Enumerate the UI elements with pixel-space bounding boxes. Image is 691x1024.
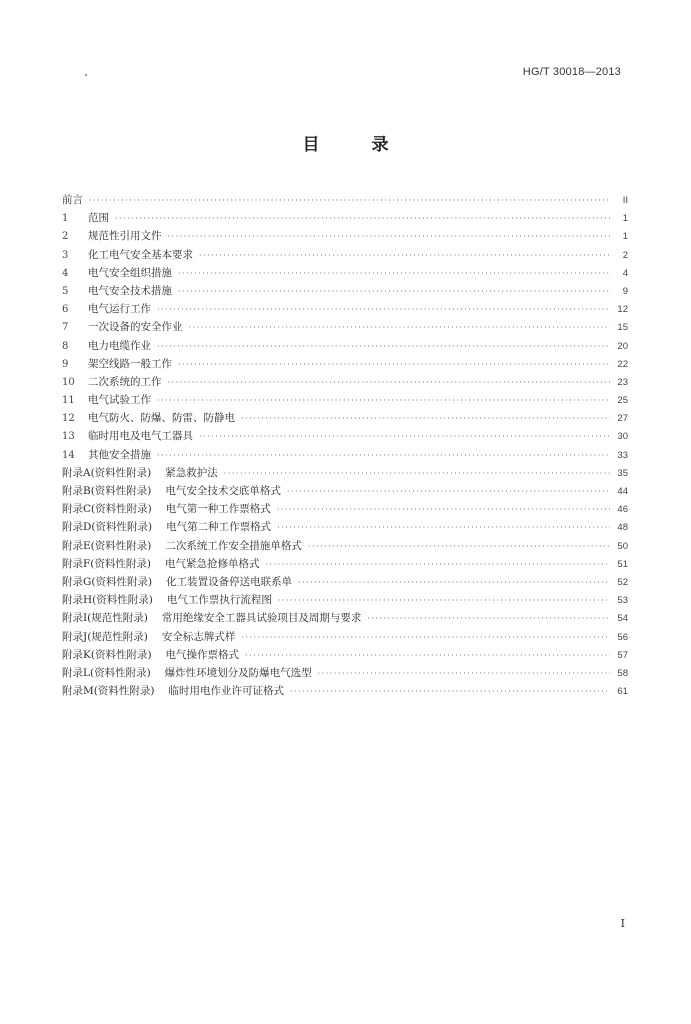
appendix-code: 附录M(资料性附录) (62, 685, 155, 698)
appendix-title: 电气第二种工作票格式 (166, 521, 272, 534)
toc-entry-page: 23 (617, 376, 628, 388)
toc-leader (287, 483, 610, 501)
toc-entry-page: 35 (617, 467, 628, 479)
toc-leader (178, 265, 610, 283)
toc-entry-number: 7 (62, 322, 69, 334)
toc-entry-label: 电气防火、防爆、防雷、防静电 (88, 412, 235, 425)
toc-entry-page: 20 (617, 340, 628, 352)
toc-entry-label: 电气安全组织措施 (88, 266, 172, 279)
toc-entry[interactable] (62, 409, 628, 427)
toc-entry-number: 5 (62, 285, 69, 297)
toc-appendix-entry[interactable] (62, 664, 628, 682)
toc-entry[interactable] (62, 446, 628, 464)
appendix-title: 紧急救护法 (165, 466, 218, 479)
toc-entry-number: 14 (62, 449, 75, 461)
appendix-title: 电气工作票执行流程图 (166, 594, 272, 607)
toc-entry-number: 6 (62, 304, 69, 316)
toc-leader (157, 301, 610, 319)
appendix-title: 化工装置设备停送电联系单 (166, 575, 293, 588)
toc-entry[interactable] (62, 355, 628, 373)
toc-leader (308, 538, 610, 556)
toc-leader (178, 356, 610, 374)
appendix-title: 爆炸性环境划分及防爆电气选型 (164, 666, 312, 679)
toc-entry[interactable] (62, 391, 628, 409)
toc-entry-label: 电气安全技术措施 (88, 284, 172, 297)
appendix-code: 附录A(资料性附录) (62, 466, 152, 479)
appendix-title: 电气安全技术交底单格式 (165, 485, 281, 497)
appendix-code: 附录B(资料性附录) (62, 485, 152, 497)
toc-appendix-entry[interactable] (62, 464, 628, 482)
toc-entry-number: 9 (62, 358, 69, 370)
toc-appendix-entry[interactable] (62, 482, 628, 500)
toc-entry-number: 12 (62, 413, 75, 425)
standard-code: HG/T 30018—2013 (522, 66, 621, 78)
toc-leader (298, 574, 610, 592)
toc-entry-number: 1 (62, 213, 69, 225)
toc-appendix-entry[interactable] (62, 591, 628, 609)
appendix-code: 附录G(资料性附录) (62, 575, 153, 588)
toc-appendix-entry[interactable] (62, 609, 628, 627)
toc-entry-foreword[interactable] (62, 191, 628, 209)
toc-appendix-entry[interactable] (62, 537, 628, 555)
toc-entry-page: 9 (622, 285, 628, 297)
toc-leader (157, 447, 610, 465)
toc-entry-page: 61 (617, 686, 628, 698)
toc-appendix-entry[interactable] (62, 555, 628, 573)
appendix-code: 附录I(规范性附录) (62, 612, 148, 625)
appendix-code: 附录C(资料性附录) (62, 503, 152, 516)
toc-entry-page: 50 (617, 540, 628, 552)
toc-entry-page: 58 (617, 667, 628, 679)
toc-entry[interactable] (62, 282, 628, 300)
toc-entry-label: 临时用电及电气工器具 (88, 430, 193, 443)
appendix-code: 附录D(资料性附录) (62, 521, 153, 534)
page-title (0, 130, 691, 155)
toc-entry-label: 电气试验工作 (88, 394, 151, 407)
toc-entry[interactable] (62, 318, 628, 336)
toc-entry-label: 其他安全措施 (88, 448, 151, 461)
appendix-title: 电气第一种工作票格式 (165, 503, 271, 516)
toc-appendix-entry[interactable] (62, 682, 628, 700)
toc-leader (199, 247, 610, 265)
toc-entry[interactable] (62, 209, 628, 227)
toc-entry[interactable] (62, 264, 628, 282)
toc-entry[interactable] (62, 337, 628, 355)
toc-entry-page: 1 (622, 213, 628, 225)
toc-appendix-entry[interactable] (62, 518, 628, 536)
appendix-code: 附录H(资料性附录) (62, 594, 153, 607)
toc-entry-number: 2 (62, 231, 69, 243)
appendix-code: 附录F(资料性附录) (62, 557, 151, 570)
toc-entry-number: 3 (62, 249, 69, 261)
toc-leader (278, 592, 610, 610)
appendix-code: 附录E(资料性附录) (62, 539, 152, 552)
toc-entry[interactable] (62, 300, 628, 318)
toc-appendix-entry[interactable] (62, 500, 628, 518)
toc-entry-label: 架空线路一般工作 (88, 357, 172, 370)
toc-entry-label: 电力电缆作业 (88, 339, 151, 352)
toc-entry-page: 54 (617, 613, 628, 625)
appendix-title: 电气紧急抢修单格式 (164, 557, 260, 570)
toc-entry-number: 13 (62, 431, 75, 443)
toc-entry-page: 46 (617, 504, 628, 516)
appendix-title: 电气操作票格式 (165, 648, 240, 661)
appendix-code: 附录J(规范性附录) (62, 630, 148, 643)
appendix-title: 安全标志牌式样 (161, 630, 236, 643)
toc-entry-page: 57 (617, 649, 628, 661)
toc-entry-label: 化工电气安全基本要求 (88, 248, 193, 261)
appendix-code: 附录K(资料性附录) (62, 648, 152, 661)
toc-entry-page: 25 (617, 395, 628, 407)
toc-entry[interactable] (62, 246, 628, 264)
appendix-title: 临时用电作业许可证格式 (168, 685, 284, 698)
toc-leader (318, 665, 610, 683)
toc-leader (241, 410, 610, 428)
toc-appendix-entry[interactable] (62, 628, 628, 646)
toc-entry-page: 48 (617, 522, 628, 534)
toc-entry-page: 1 (622, 231, 628, 243)
toc-entry-page: 4 (622, 267, 628, 279)
toc-leader (265, 556, 610, 574)
toc-entry-page: 27 (617, 413, 628, 425)
toc-leader (178, 283, 610, 301)
toc-entry-page: 52 (617, 576, 628, 588)
toc-entry[interactable] (62, 227, 628, 245)
appendix-code: 附录L(资料性附录) (62, 666, 151, 679)
toc-entry-page: 12 (617, 304, 628, 316)
toc-appendix-entry[interactable] (62, 646, 628, 664)
toc-entry-label: 二次系统的工作 (88, 375, 162, 388)
toc-entry-page: 53 (617, 595, 628, 607)
toc-entry-page: 30 (617, 431, 628, 443)
toc-entry-page: 44 (617, 486, 628, 497)
toc-leader (241, 629, 610, 647)
appendix-title: 二次系统工作安全措施单格式 (165, 539, 302, 552)
appendix-title: 常用绝缘安全工器具试验项目及周期与要求 (161, 612, 362, 625)
toc-entry-page: 2 (622, 249, 628, 261)
toc-leader (168, 374, 611, 392)
toc-leader (277, 519, 610, 537)
toc-leader (168, 228, 611, 246)
toc-leader (245, 647, 610, 665)
toc-leader (189, 319, 611, 337)
toc-entry-number: 10 (62, 376, 75, 388)
scan-speck (85, 74, 87, 76)
toc-entry-number: 8 (62, 340, 69, 352)
title-char-2: 录 (371, 135, 389, 155)
toc-entry-page: 51 (617, 558, 628, 570)
toc-entry-number: 4 (62, 267, 69, 279)
toc-leader (115, 210, 610, 228)
toc-entry-label: 范围 (88, 212, 109, 225)
toc-entry-page: II (622, 195, 628, 206)
toc-entry-page: 33 (617, 449, 628, 461)
toc-entry[interactable] (62, 427, 628, 445)
toc-leader (224, 465, 610, 483)
toc-entry[interactable] (62, 373, 628, 391)
toc-leader (277, 501, 610, 519)
toc-entry-label: 规范性引用文件 (88, 230, 162, 243)
table-of-contents (62, 191, 628, 700)
toc-leader (199, 428, 610, 446)
toc-entry-page: 15 (617, 322, 628, 334)
toc-leader (367, 610, 610, 628)
toc-appendix-entry[interactable] (62, 573, 628, 591)
toc-leader (157, 392, 610, 410)
toc-leader (290, 683, 610, 701)
toc-entry-label: 前言 (62, 194, 83, 206)
toc-leader (157, 338, 610, 356)
toc-entry-page: 56 (617, 631, 628, 643)
toc-entry-page: 22 (617, 358, 628, 370)
toc-entry-label: 电气运行工作 (88, 303, 151, 316)
toc-entry-label: 一次设备的安全作业 (88, 321, 183, 334)
title-char-1: 目 (302, 135, 320, 155)
toc-leader (89, 192, 610, 210)
page-number: I (620, 917, 625, 930)
toc-entry-number: 11 (62, 395, 75, 407)
